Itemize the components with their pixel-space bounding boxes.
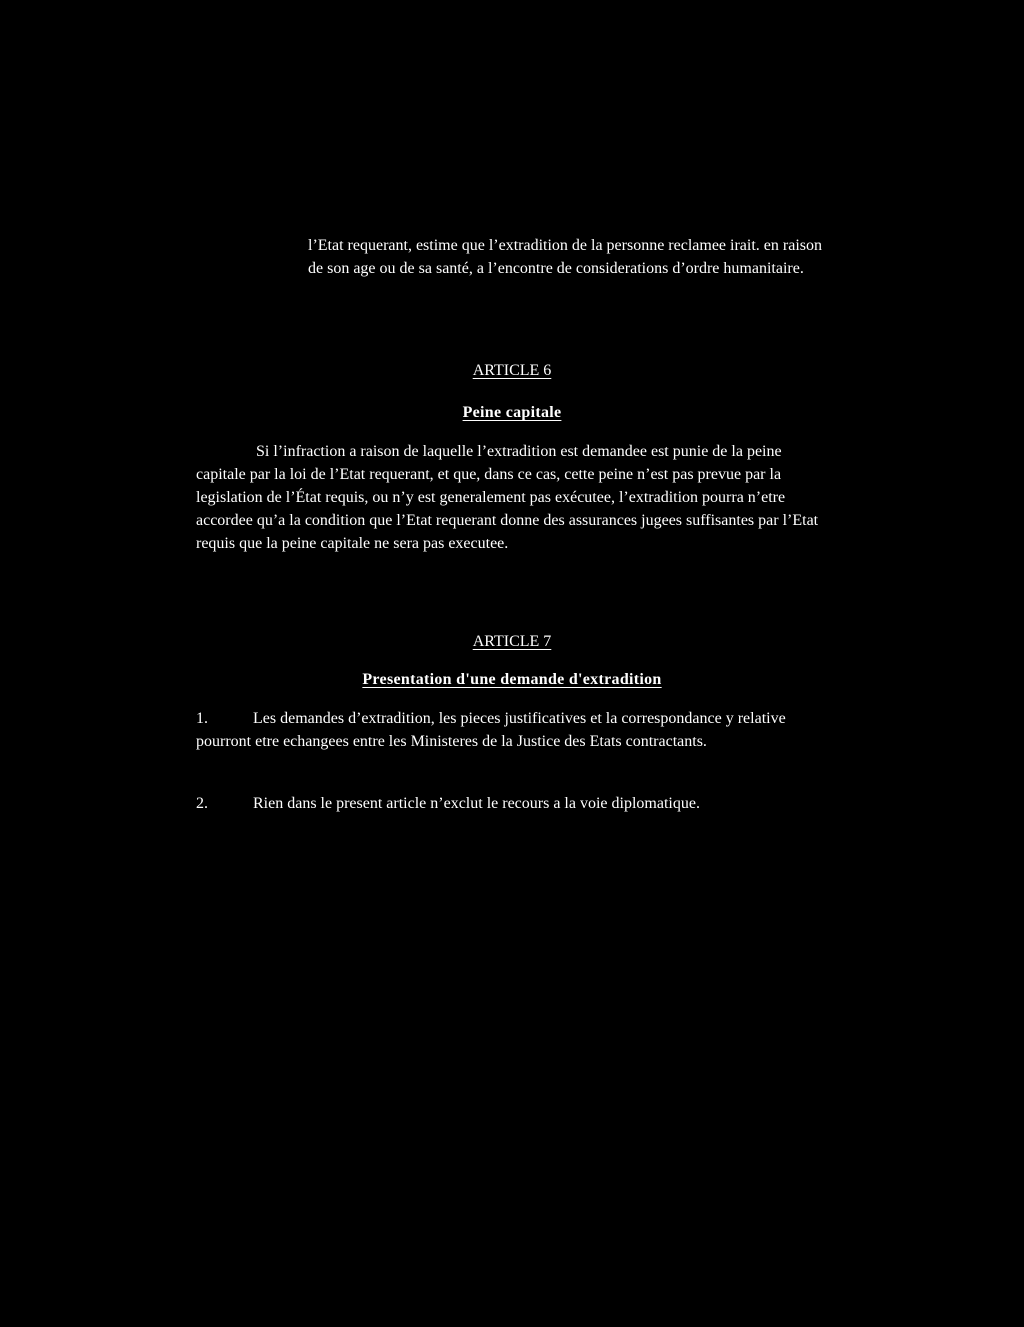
article-7-item-1 bbox=[196, 707, 824, 753]
intro-paragraph bbox=[308, 234, 828, 280]
article-6-title: ARTICLE 6 bbox=[472, 362, 552, 379]
article-7-subtitle: Presentation d'une demande d'extradition bbox=[362, 671, 662, 688]
article-7-item-2 bbox=[196, 792, 824, 815]
article-7-title: ARTICLE 7 bbox=[472, 633, 552, 650]
item-number: 2. bbox=[196, 795, 208, 812]
item-number: 1. bbox=[196, 710, 208, 727]
intro-text: l’Etat requerant, estime que l’extradition de la personne reclamee irait. en raison de son age ou de sa santé, a l’encontre de considerations d’ordre humanitaire. bbox=[308, 237, 822, 277]
item-text: Rien dans le present article n’exclut le recours a la voie diplomatique. bbox=[253, 795, 700, 812]
article-6-subtitle: Peine capitale bbox=[462, 404, 562, 421]
article-6-body: Si l’infraction a raison de laquelle l’extradition est demandee est punie de la peine capitale par la loi de l’Etat requerant, et que, dans ce cas, cette peine n’est pas prevue par la legislation de l’État requis, ou n’y est generalement pas exécutee, l’extradition pourra n’etre accordee qu’a la condition que l’Etat requerant donne des assurances jugees suffisantes par l’Etat requis que la peine capitale ne sera pas executee. bbox=[196, 443, 819, 552]
item-text: Les demandes d’extradition, les pieces justificatives et la correspondance y relative pourront etre echangees entre les Ministeres de la Justice des Etats contractants. bbox=[196, 710, 786, 750]
